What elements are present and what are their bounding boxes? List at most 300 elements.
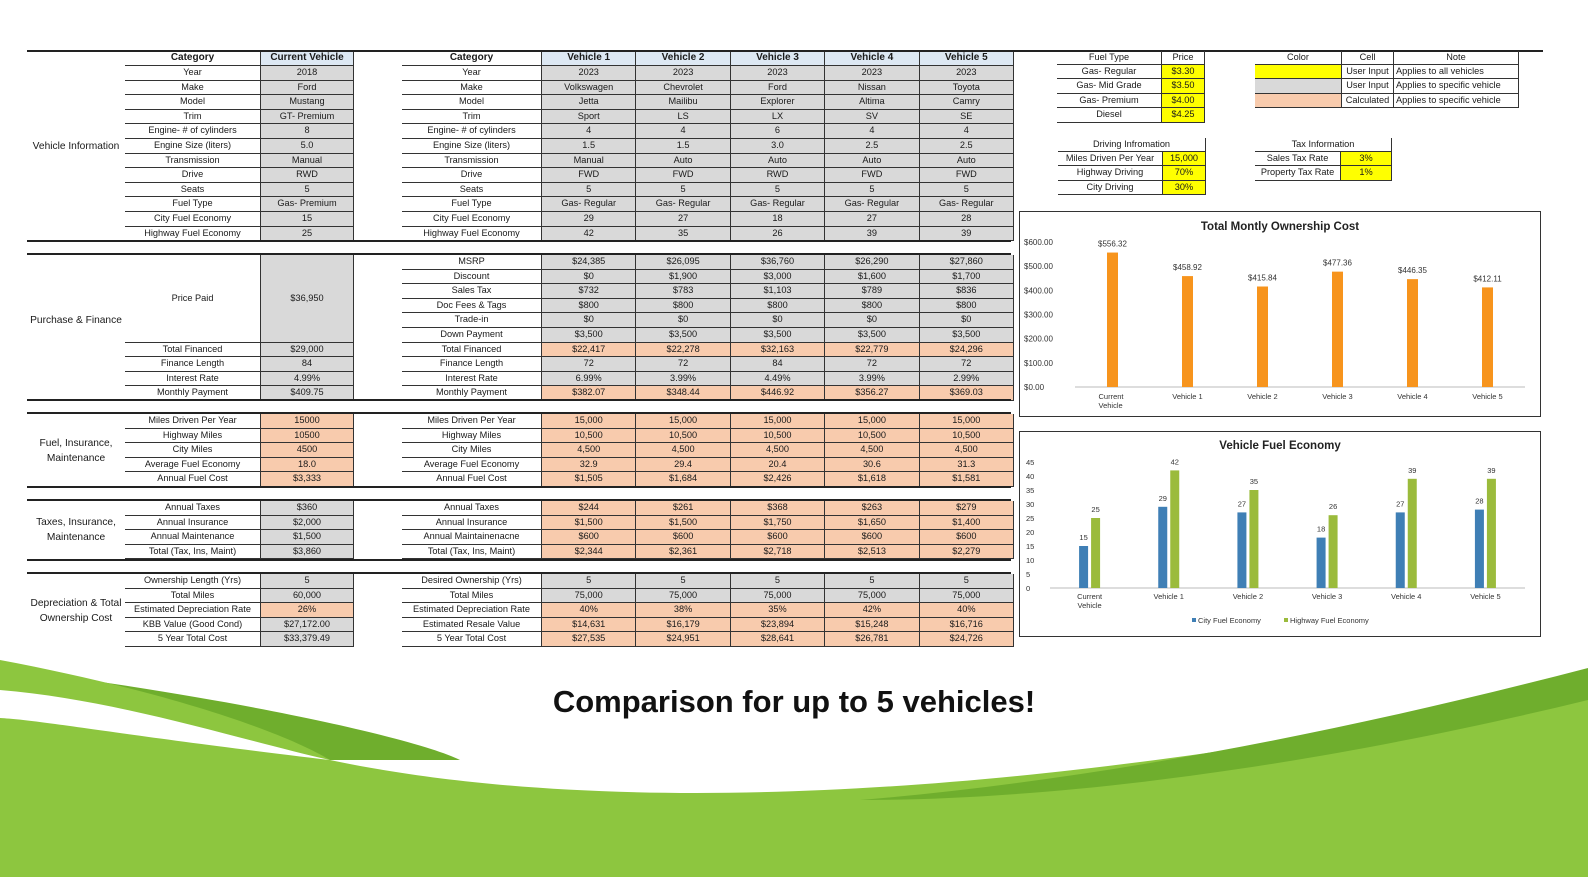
compare-cell[interactable]: 15,000: [542, 414, 636, 429]
compare-cell[interactable]: 72: [542, 357, 636, 372]
compare-cell[interactable]: Gas- Regular: [542, 197, 636, 212]
compare-cell[interactable]: 40%: [920, 603, 1014, 618]
compare-cell[interactable]: 10,500: [920, 429, 1014, 444]
x-tick-line: Current: [1098, 392, 1124, 401]
compare-cell[interactable]: $1,684: [636, 472, 730, 487]
compare-cell[interactable]: Auto: [731, 154, 825, 169]
current-row-label: Make: [125, 81, 261, 96]
compare-cell[interactable]: $446.92: [731, 386, 825, 401]
compare-cell[interactable]: 27: [636, 212, 730, 227]
compare-cell[interactable]: 75,000: [825, 589, 919, 604]
current-row-value[interactable]: GT- Premium: [261, 110, 354, 125]
current-row-label: Annual Maintenance: [125, 530, 261, 545]
current-row-value[interactable]: 15000: [261, 414, 354, 429]
compare-cell[interactable]: RWD: [731, 168, 825, 183]
section-divider: [27, 486, 1011, 488]
compare-cell[interactable]: 3.99%: [636, 372, 730, 387]
driving-input[interactable]: 30%: [1163, 181, 1206, 195]
current-row-value[interactable]: Mustang: [261, 95, 354, 110]
compare-cell[interactable]: SV: [825, 110, 919, 125]
compare-cell[interactable]: $0: [542, 270, 636, 285]
current-row-value[interactable]: 18.0: [261, 458, 354, 473]
compare-cell[interactable]: 40%: [542, 603, 636, 618]
bar-1-0: [1091, 518, 1100, 588]
compare-cell[interactable]: Auto: [636, 154, 730, 169]
compare-cell[interactable]: $32,163: [731, 343, 825, 358]
compare-cell[interactable]: 72: [920, 357, 1014, 372]
compare-cell[interactable]: $356.27: [825, 386, 919, 401]
compare-cell[interactable]: $836: [920, 284, 1014, 299]
compare-cell[interactable]: 2.5: [825, 139, 919, 154]
compare-cell[interactable]: $1,700: [920, 270, 1014, 285]
compare-cell[interactable]: Toyota: [920, 81, 1014, 96]
compare-cell[interactable]: FWD: [920, 168, 1014, 183]
y-tick-label: $0.00: [1024, 383, 1045, 392]
compare-cell[interactable]: 15,000: [920, 414, 1014, 429]
x-tick-line: Vehicle 5: [1472, 392, 1503, 401]
bar-5: [1482, 287, 1493, 387]
compare-cell[interactable]: 38%: [636, 603, 730, 618]
current-row-value[interactable]: 8: [261, 124, 354, 139]
compare-cell[interactable]: 35%: [731, 603, 825, 618]
x-tick-label: [1322, 392, 1352, 401]
compare-cell[interactable]: $24,726: [920, 632, 1014, 647]
compare-cell[interactable]: $0: [636, 313, 730, 328]
compare-row-label: Sales Tax: [402, 284, 542, 299]
legend-cell-type: User Input: [1342, 65, 1394, 79]
compare-cell[interactable]: 27: [825, 212, 919, 227]
y-tick-label: 30: [1026, 500, 1035, 509]
compare-cell[interactable]: 4: [636, 124, 730, 139]
x-tick-line: Vehicle 5: [1470, 592, 1501, 601]
fuel-price-input[interactable]: $3.50: [1162, 79, 1205, 93]
compare-cell[interactable]: 2023: [731, 66, 825, 81]
compare-cell[interactable]: $3,500: [731, 328, 825, 343]
compare-cell[interactable]: 4,500: [636, 443, 730, 458]
compare-row-label: Highway Fuel Economy: [402, 227, 542, 242]
compare-cell[interactable]: $1,900: [636, 270, 730, 285]
compare-row-label: City Miles: [402, 443, 542, 458]
data-label: 29: [1158, 493, 1167, 503]
tax-input[interactable]: 1%: [1341, 166, 1392, 180]
data-label: 28: [1475, 496, 1484, 506]
compare-cell[interactable]: $348.44: [636, 386, 730, 401]
current-row-value[interactable]: $2,000: [261, 516, 354, 531]
legend-swatch-city: [1192, 618, 1196, 622]
compare-cell[interactable]: 1.5: [636, 139, 730, 154]
data-label: $556.32: [1098, 239, 1127, 249]
compare-cell[interactable]: 4,500: [920, 443, 1014, 458]
fuel-type-cell: Diesel: [1057, 108, 1162, 122]
compare-cell[interactable]: $263: [825, 501, 919, 516]
current-row-value[interactable]: $1,500: [261, 530, 354, 545]
compare-cell[interactable]: 5: [920, 574, 1014, 589]
compare-cell[interactable]: Chevrolet: [636, 81, 730, 96]
compare-cell[interactable]: 28: [920, 212, 1014, 227]
compare-cell[interactable]: 29: [542, 212, 636, 227]
x-tick-label: [1154, 592, 1184, 601]
compare-cell[interactable]: $22,417: [542, 343, 636, 358]
compare-cell[interactable]: $3,500: [542, 328, 636, 343]
compare-cell[interactable]: 15,000: [731, 414, 825, 429]
current-row-value[interactable]: 25: [261, 227, 354, 242]
current-row-value[interactable]: 4.99%: [261, 372, 354, 387]
compare-cell[interactable]: $2,718: [731, 545, 825, 560]
compare-cell[interactable]: $369.03: [920, 386, 1014, 401]
compare-cell[interactable]: $600: [542, 530, 636, 545]
compare-cell[interactable]: 35: [636, 227, 730, 242]
compare-cell[interactable]: $3,000: [731, 270, 825, 285]
compare-cell[interactable]: $279: [920, 501, 1014, 516]
compare-cell[interactable]: 5: [542, 183, 636, 198]
compare-cell[interactable]: 2023: [636, 66, 730, 81]
compare-cell[interactable]: SE: [920, 110, 1014, 125]
compare-cell[interactable]: $1,505: [542, 472, 636, 487]
current-row-value[interactable]: $33,379.49: [261, 632, 354, 647]
compare-cell[interactable]: $261: [636, 501, 730, 516]
compare-cell[interactable]: 2023: [542, 66, 636, 81]
compare-cell[interactable]: 4.49%: [731, 372, 825, 387]
current-row-value[interactable]: 5: [261, 574, 354, 589]
driving-label: Highway Driving: [1058, 166, 1163, 180]
fuel-type-cell: Gas- Mid Grade: [1057, 79, 1162, 93]
current-row-value[interactable]: $3,333: [261, 472, 354, 487]
compare-cell[interactable]: Auto: [825, 154, 919, 169]
compare-cell[interactable]: 72: [825, 357, 919, 372]
compare-cell[interactable]: 5: [920, 183, 1014, 198]
current-row-value[interactable]: $360: [261, 501, 354, 516]
compare-cell[interactable]: 6: [731, 124, 825, 139]
current-row-value[interactable]: 15: [261, 212, 354, 227]
compare-cell[interactable]: 42%: [825, 603, 919, 618]
driving-info-title: Driving Infromation: [1058, 138, 1206, 152]
fuel-price-header: Price: [1162, 51, 1205, 65]
compare-cell[interactable]: 4: [542, 124, 636, 139]
compare-cell[interactable]: 5: [731, 574, 825, 589]
compare-cell[interactable]: Gas- Regular: [731, 197, 825, 212]
tax-input[interactable]: 3%: [1341, 152, 1392, 166]
current-row-value[interactable]: 5: [261, 183, 354, 198]
current-row-label: Total (Tax, Ins, Maint): [125, 545, 261, 560]
compare-cell[interactable]: 10,500: [542, 429, 636, 444]
current-row-value[interactable]: 5.0: [261, 139, 354, 154]
current-header-vehicle: Current Vehicle: [261, 51, 354, 66]
legend-note: Applies to specific vehicle: [1394, 94, 1519, 108]
x-tick-label: [1099, 392, 1125, 410]
compare-cell[interactable]: 75,000: [920, 589, 1014, 604]
compare-cell[interactable]: $16,179: [636, 618, 730, 633]
compare-cell[interactable]: $800: [636, 299, 730, 314]
compare-cell[interactable]: 4,500: [825, 443, 919, 458]
legend-swatch-highway: [1284, 618, 1288, 622]
data-label: 15: [1079, 533, 1088, 542]
compare-cell[interactable]: Explorer: [731, 95, 825, 110]
fuel-price-input[interactable]: $4.25: [1162, 108, 1205, 122]
compare-row-label: Transmission: [402, 154, 542, 169]
driving-input[interactable]: 15,000: [1163, 152, 1206, 166]
compare-cell[interactable]: $2,361: [636, 545, 730, 560]
compare-cell[interactable]: $1,103: [731, 284, 825, 299]
price-paid-value[interactable]: $36,950: [261, 255, 354, 343]
compare-row-label: Total (Tax, Ins, Maint): [402, 545, 542, 560]
compare-cell[interactable]: 20.4: [731, 458, 825, 473]
compare-cell[interactable]: 10,500: [825, 429, 919, 444]
compare-cell[interactable]: $22,278: [636, 343, 730, 358]
compare-cell[interactable]: 4: [825, 124, 919, 139]
bar-0-5: [1475, 510, 1484, 588]
compare-cell[interactable]: $2,279: [920, 545, 1014, 560]
compare-cell[interactable]: 3.99%: [825, 372, 919, 387]
compare-cell[interactable]: $28,641: [731, 632, 825, 647]
compare-cell[interactable]: $24,385: [542, 255, 636, 270]
compare-cell[interactable]: $36,760: [731, 255, 825, 270]
compare-cell[interactable]: 84: [731, 357, 825, 372]
compare-cell[interactable]: $382.07: [542, 386, 636, 401]
compare-cell[interactable]: Sport: [542, 110, 636, 125]
compare-cell[interactable]: $24,296: [920, 343, 1014, 358]
compare-header-category: Category: [402, 51, 542, 66]
driving-input[interactable]: 70%: [1163, 166, 1206, 180]
compare-cell[interactable]: 5: [636, 574, 730, 589]
y-tick-label: 40: [1026, 472, 1035, 481]
compare-cell[interactable]: $3,500: [920, 328, 1014, 343]
compare-cell[interactable]: $26,290: [825, 255, 919, 270]
current-row-value[interactable]: 84: [261, 357, 354, 372]
compare-cell[interactable]: $0: [920, 313, 1014, 328]
current-row-value[interactable]: 2018: [261, 66, 354, 81]
compare-cell[interactable]: $789: [825, 284, 919, 299]
compare-cell[interactable]: 39: [920, 227, 1014, 242]
fuel-price-input[interactable]: $3.30: [1162, 65, 1205, 79]
y-tick-label: $500.00: [1024, 262, 1053, 272]
x-tick-line: Vehicle 4: [1397, 392, 1428, 401]
x-tick-line: Vehicle 3: [1322, 392, 1353, 401]
compare-cell[interactable]: 6.99%: [542, 372, 636, 387]
compare-cell[interactable]: $800: [731, 299, 825, 314]
compare-cell[interactable]: $14,631: [542, 618, 636, 633]
compare-cell[interactable]: 26: [731, 227, 825, 242]
compare-cell[interactable]: 1.5: [542, 139, 636, 154]
compare-cell[interactable]: $24,951: [636, 632, 730, 647]
compare-cell[interactable]: Volkswagen: [542, 81, 636, 96]
y-tick-label: 5: [1026, 570, 1031, 579]
compare-cell[interactable]: $3,500: [636, 328, 730, 343]
compare-cell[interactable]: 75,000: [636, 589, 730, 604]
current-row-label: KBB Value (Good Cond): [125, 618, 261, 633]
compare-cell[interactable]: $600: [636, 530, 730, 545]
compare-cell[interactable]: $0: [731, 313, 825, 328]
compare-cell[interactable]: Camry: [920, 95, 1014, 110]
legend-label-city: City Fuel Economy: [1198, 616, 1261, 625]
compare-cell[interactable]: Manual: [542, 154, 636, 169]
compare-cell[interactable]: 4,500: [542, 443, 636, 458]
compare-cell[interactable]: LS: [636, 110, 730, 125]
x-tick-line: Vehicle: [1098, 401, 1123, 410]
bar-2: [1257, 287, 1268, 387]
current-row-label: Year: [125, 66, 261, 81]
compare-cell[interactable]: 32.9: [542, 458, 636, 473]
compare-cell[interactable]: $2,513: [825, 545, 919, 560]
current-row-value[interactable]: $29,000: [261, 343, 354, 358]
compare-cell[interactable]: $732: [542, 284, 636, 299]
compare-cell[interactable]: 15,000: [636, 414, 730, 429]
compare-row-label: Trade-in: [402, 313, 542, 328]
compare-cell[interactable]: 18: [731, 212, 825, 227]
current-row-value[interactable]: 26%: [261, 603, 354, 618]
compare-cell[interactable]: 31.3: [920, 458, 1014, 473]
compare-cell[interactable]: 42: [542, 227, 636, 242]
compare-cell[interactable]: Nissan: [825, 81, 919, 96]
compare-cell[interactable]: $16,716: [920, 618, 1014, 633]
compare-cell[interactable]: Auto: [920, 154, 1014, 169]
compare-cell[interactable]: $3,500: [825, 328, 919, 343]
compare-row-label: Total Financed: [402, 343, 542, 358]
compare-cell[interactable]: $1,500: [542, 516, 636, 531]
x-tick-line: Vehicle 2: [1232, 592, 1264, 601]
legend-note-header: Note: [1394, 51, 1519, 65]
compare-cell[interactable]: $600: [825, 530, 919, 545]
compare-row-label: Fuel Type: [402, 197, 542, 212]
compare-cell[interactable]: $800: [825, 299, 919, 314]
compare-cell[interactable]: $1,650: [825, 516, 919, 531]
compare-cell[interactable]: 4,500: [731, 443, 825, 458]
compare-cell[interactable]: $600: [731, 530, 825, 545]
compare-cell[interactable]: $2,426: [731, 472, 825, 487]
current-row-label: Engine- # of cylinders: [125, 124, 261, 139]
compare-row-label: Total Miles: [402, 589, 542, 604]
compare-cell[interactable]: $1,581: [920, 472, 1014, 487]
y-tick-label: $600.00: [1024, 238, 1053, 247]
compare-cell[interactable]: 3.0: [731, 139, 825, 154]
current-header-category: Category: [125, 51, 261, 66]
current-row-label: 5 Year Total Cost: [125, 632, 261, 647]
current-row-value[interactable]: Gas- Premium: [261, 197, 354, 212]
compare-cell[interactable]: FWD: [825, 168, 919, 183]
compare-cell[interactable]: 2.5: [920, 139, 1014, 154]
compare-cell[interactable]: 10,500: [731, 429, 825, 444]
compare-cell[interactable]: 2023: [825, 66, 919, 81]
compare-cell[interactable]: $15,248: [825, 618, 919, 633]
compare-cell[interactable]: 5: [731, 183, 825, 198]
compare-cell[interactable]: $26,095: [636, 255, 730, 270]
compare-row-label: Finance Length: [402, 357, 542, 372]
x-tick-label: [1233, 592, 1263, 601]
compare-cell[interactable]: Mailibu: [636, 95, 730, 110]
compare-cell[interactable]: 5: [825, 574, 919, 589]
compare-cell[interactable]: $1,750: [731, 516, 825, 531]
x-tick-label: [1391, 592, 1421, 601]
compare-cell[interactable]: $2,344: [542, 545, 636, 560]
compare-cell[interactable]: 2.99%: [920, 372, 1014, 387]
compare-row-label: Desired Ownership (Yrs): [402, 574, 542, 589]
compare-cell[interactable]: $27,860: [920, 255, 1014, 270]
compare-cell[interactable]: $783: [636, 284, 730, 299]
compare-cell[interactable]: Gas- Regular: [825, 197, 919, 212]
data-label: $477.36: [1323, 258, 1352, 268]
current-row-value[interactable]: $3,860: [261, 545, 354, 560]
compare-cell[interactable]: 29.4: [636, 458, 730, 473]
compare-cell[interactable]: $600: [920, 530, 1014, 545]
compare-cell[interactable]: FWD: [636, 168, 730, 183]
current-row-value[interactable]: Manual: [261, 154, 354, 169]
compare-cell[interactable]: 5: [825, 183, 919, 198]
current-row-label: Annual Taxes: [125, 501, 261, 516]
compare-cell[interactable]: $27,535: [542, 632, 636, 647]
fuel-price-input[interactable]: $4.00: [1162, 94, 1205, 108]
compare-cell[interactable]: $23,894: [731, 618, 825, 633]
compare-row-label: Down Payment: [402, 328, 542, 343]
compare-row-label: Make: [402, 81, 542, 96]
compare-cell[interactable]: 2023: [920, 66, 1014, 81]
compare-cell[interactable]: $368: [731, 501, 825, 516]
data-label: 39: [1487, 465, 1496, 475]
legend-color-swatch: [1255, 79, 1342, 93]
bar-3: [1332, 272, 1343, 387]
compare-cell[interactable]: $800: [920, 299, 1014, 314]
section-label: Taxes, Insurance, Maintenance: [36, 517, 116, 544]
compare-row-label: Average Fuel Economy: [402, 458, 542, 473]
compare-cell[interactable]: 75,000: [731, 589, 825, 604]
compare-cell[interactable]: $26,781: [825, 632, 919, 647]
current-row-value[interactable]: $27,172.00: [261, 618, 354, 633]
compare-cell[interactable]: LX: [731, 110, 825, 125]
compare-cell[interactable]: 39: [825, 227, 919, 242]
compare-cell[interactable]: $1,400: [920, 516, 1014, 531]
compare-cell[interactable]: FWD: [542, 168, 636, 183]
compare-cell[interactable]: $0: [825, 313, 919, 328]
compare-cell[interactable]: 72: [636, 357, 730, 372]
compare-cell[interactable]: $800: [542, 299, 636, 314]
compare-cell[interactable]: 75,000: [542, 589, 636, 604]
compare-row-label: Doc Fees & Tags: [402, 299, 542, 314]
compare-row-label: Year: [402, 66, 542, 81]
compare-cell[interactable]: 5: [542, 574, 636, 589]
bar-1-3: [1329, 515, 1338, 588]
compare-cell[interactable]: $1,618: [825, 472, 919, 487]
compare-cell[interactable]: Jetta: [542, 95, 636, 110]
compare-cell[interactable]: Gas- Regular: [636, 197, 730, 212]
current-row-value[interactable]: Ford: [261, 81, 354, 96]
compare-cell[interactable]: 30.6: [825, 458, 919, 473]
compare-cell[interactable]: $1,600: [825, 270, 919, 285]
current-row-value[interactable]: 10500: [261, 429, 354, 444]
compare-cell[interactable]: Altima: [825, 95, 919, 110]
compare-row-label: Engine Size (liters): [402, 139, 542, 154]
compare-cell[interactable]: $22,779: [825, 343, 919, 358]
compare-cell[interactable]: $0: [542, 313, 636, 328]
bar-0-2: [1237, 512, 1246, 588]
current-row-label: Interest Rate: [125, 372, 261, 387]
current-row-value[interactable]: RWD: [261, 168, 354, 183]
compare-cell[interactable]: 5: [636, 183, 730, 198]
compare-cell[interactable]: 4: [920, 124, 1014, 139]
y-tick-label: 45: [1026, 458, 1035, 467]
compare-cell[interactable]: 15,000: [825, 414, 919, 429]
compare-cell[interactable]: Ford: [731, 81, 825, 96]
compare-cell[interactable]: $1,500: [636, 516, 730, 531]
data-label: 42: [1170, 457, 1179, 467]
current-row-value[interactable]: 60,000: [261, 589, 354, 604]
chart-title: Vehicle Fuel Economy: [1219, 440, 1341, 452]
compare-row-label: Annual Maintainenacne: [402, 530, 542, 545]
current-row-value[interactable]: $409.75: [261, 386, 354, 401]
legend-cell-header: Cell: [1342, 51, 1394, 65]
current-row-value[interactable]: 4500: [261, 443, 354, 458]
compare-cell[interactable]: 10,500: [636, 429, 730, 444]
x-tick-label: [1397, 392, 1427, 401]
compare-cell[interactable]: $244: [542, 501, 636, 516]
compare-cell[interactable]: Gas- Regular: [920, 197, 1014, 212]
